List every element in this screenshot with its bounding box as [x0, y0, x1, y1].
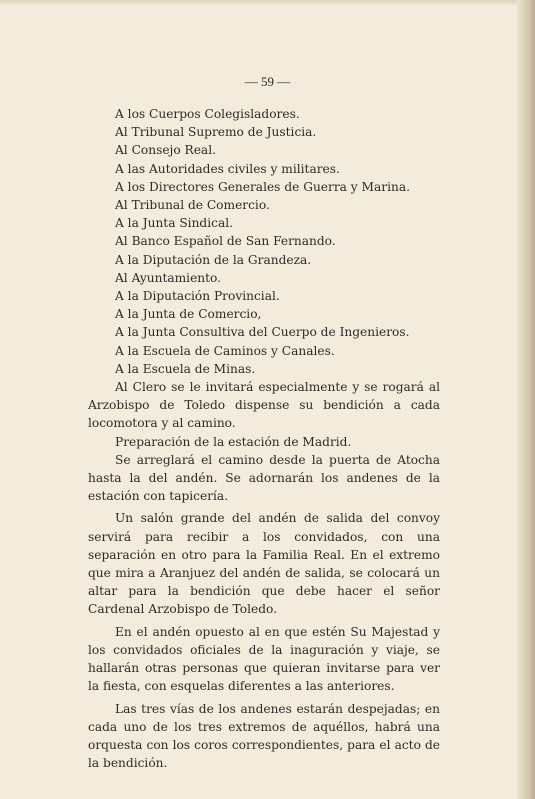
- paragraph-anden-opuesto: En el andén opuesto al en que estén Su Majestad y los convidados oficiales de la inaguración y viaje, se hallarán otras personas que quieran invitarse para ver la fiesta, con esquelas diferentes a las anteriores.: [88, 624, 440, 694]
- page-number: — 59 —: [244, 74, 291, 89]
- list-item: A la Escuela de Caminos y Canales.: [115, 343, 335, 358]
- list-item: A los Cuerpos Colegisladores.: [115, 107, 300, 121]
- list-item: A los Directores Generales de Guerra y Marina.: [115, 179, 411, 194]
- list-item: A la Diputación Provincial.: [115, 289, 280, 304]
- body-text: [88, 105, 440, 772]
- paragraph-camino: Se arreglará el camino desde la puerta de Atocha hasta la del andén. Se adornarán los andenes de la estación con tapicería.: [88, 452, 440, 504]
- invitation-list: [88, 105, 440, 378]
- list-item: A la Junta Sindical.: [115, 216, 233, 231]
- list-item: A la Diputación de la Grandeza.: [115, 252, 312, 267]
- list-item: A la Junta Consultiva del Cuerpo de Ingenieros.: [115, 325, 410, 340]
- list-item: Al Consejo Real.: [115, 143, 216, 158]
- list-item: A las Autoridades civiles y militares.: [115, 161, 340, 176]
- section-heading-preparacion: Preparación de la estación de Madrid.: [115, 434, 352, 449]
- list-item: A la Escuela de Minas.: [115, 361, 256, 376]
- list-item: Al Tribunal de Comercio.: [115, 198, 270, 213]
- paragraph-clero: Al Clero se le invitará especialmente y se rogará al Arzobispo de Toledo dispense su bendición a cada locomotora y al camino.: [88, 380, 440, 431]
- paragraph-vias: Las tres vías de los andenes estarán despejadas; en cada uno de los tres extremos de aquéllos, habrá una orquesta con los coros correspondientes, para el acto de la bendición.: [88, 701, 440, 771]
- list-item: Al Tribunal Supremo de Justicia.: [115, 125, 317, 140]
- paragraph-salon: Un salón grande del andén de salida del convoy servirá para recibir a los convidados, con una separación en otro para la Familia Real. En el extremo que mira a Aranjuez del andén de salida, se colocará un altar para la bendición que debe hacer el señor Cardenal Arzobispo de Toledo.: [88, 511, 440, 617]
- book-spine-shadow: [517, 0, 535, 799]
- page-top-edge: [0, 0, 535, 6]
- list-item: A la Junta de Comercio,: [115, 307, 262, 322]
- list-item: Al Banco Español de San Fernando.: [115, 234, 336, 249]
- list-item: Al Ayuntamiento.: [115, 270, 222, 285]
